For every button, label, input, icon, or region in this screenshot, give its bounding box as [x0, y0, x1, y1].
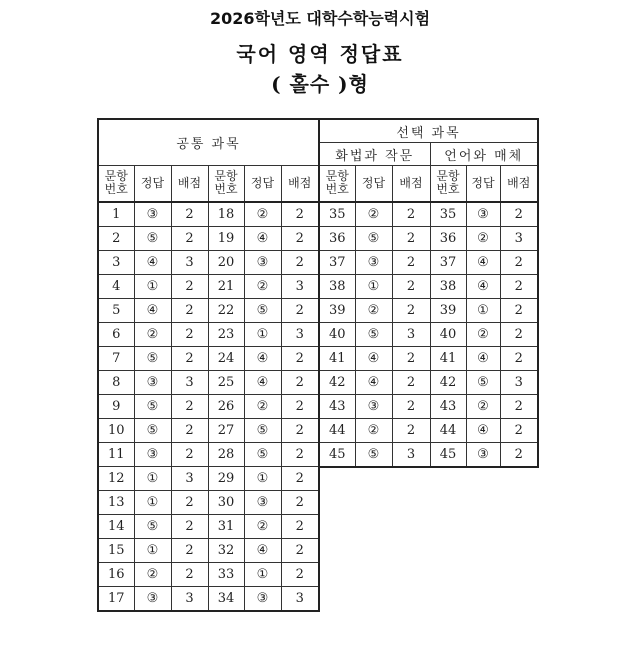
common-left-score: 3: [171, 467, 208, 491]
common-left-col-number: 문항 번호: [98, 166, 134, 202]
common-right-number: 28: [208, 442, 244, 467]
common-left-score: 3: [171, 250, 208, 274]
common-right-answer: ①: [244, 322, 281, 346]
common-left-number: 7: [98, 346, 134, 370]
language-media-answer: ③: [466, 202, 500, 227]
speech-writing-answer: ③: [355, 250, 392, 274]
common-left-answer: ①: [134, 274, 171, 298]
common-left-score: 2: [171, 346, 208, 370]
language-media-answer: ④: [466, 346, 500, 370]
language-media-answer: ③: [466, 442, 500, 467]
common-right-number: 24: [208, 346, 244, 370]
table-row: [98, 394, 538, 418]
common-left-score: 3: [171, 587, 208, 612]
common-right-score: 2: [281, 467, 319, 491]
common-right-score: 2: [281, 539, 319, 563]
language-media-score: 2: [500, 418, 538, 442]
table-row: [98, 202, 538, 227]
speech-writing-number: 44: [319, 418, 355, 442]
language-media-answer: ④: [466, 250, 500, 274]
table-row: [98, 274, 538, 298]
common-right-answer: ④: [244, 370, 281, 394]
language-media-col-answer: 정답: [466, 166, 500, 202]
speech-writing-number: 38: [319, 274, 355, 298]
language-media-score: 3: [500, 370, 538, 394]
common-right-answer: ④: [244, 346, 281, 370]
speech-writing-answer: ④: [355, 346, 392, 370]
common-left-answer: ②: [134, 322, 171, 346]
common-left-number: 12: [98, 467, 134, 491]
common-left-number: 1: [98, 202, 134, 227]
table-row: [98, 418, 538, 442]
common-right-answer: ③: [244, 587, 281, 612]
common-left-answer: ③: [134, 442, 171, 467]
speech-writing-col-number: 문항 번호: [319, 166, 355, 202]
common-right-answer: ③: [244, 250, 281, 274]
language-media-number: 44: [430, 418, 466, 442]
common-left-score: 2: [171, 418, 208, 442]
common-left-number: 8: [98, 370, 134, 394]
common-left-score: 3: [171, 370, 208, 394]
common-right-score: 2: [281, 370, 319, 394]
common-left-score: 2: [171, 394, 208, 418]
common-left-score: 2: [171, 226, 208, 250]
common-right-number: 20: [208, 250, 244, 274]
common-right-number: 19: [208, 226, 244, 250]
common-right-answer: ②: [244, 202, 281, 227]
speech-writing-answer: ⑤: [355, 226, 392, 250]
speech-writing-answer: ③: [355, 394, 392, 418]
common-left-col-score: 배점: [171, 166, 208, 202]
speech-writing-score: 2: [392, 418, 430, 442]
common-left-score: 2: [171, 202, 208, 227]
common-right-answer: ②: [244, 394, 281, 418]
table-row: [98, 226, 538, 250]
common-right-score: 2: [281, 515, 319, 539]
table-row: [98, 563, 538, 587]
common-right-score: 3: [281, 322, 319, 346]
common-right-answer: ②: [244, 274, 281, 298]
language-media-score: 2: [500, 202, 538, 227]
common-right-answer: ④: [244, 226, 281, 250]
speech-writing-score: 2: [392, 298, 430, 322]
common-right-answer: ①: [244, 563, 281, 587]
common-left-answer: ①: [134, 539, 171, 563]
language-media-col-number: 문항 번호: [430, 166, 466, 202]
speech-writing-answer: ②: [355, 202, 392, 227]
common-right-col-number: 문항 번호: [208, 166, 244, 202]
common-left-number: 16: [98, 563, 134, 587]
language-media-col-score: 배점: [500, 166, 538, 202]
common-right-number: 21: [208, 274, 244, 298]
common-right-score: 3: [281, 587, 319, 612]
common-left-score: 2: [171, 563, 208, 587]
common-right-score: 2: [281, 202, 319, 227]
speech-writing-score: 2: [392, 202, 430, 227]
common-right-score: 2: [281, 394, 319, 418]
language-media-number: 37: [430, 250, 466, 274]
common-left-score: 2: [171, 298, 208, 322]
language-media-score: 2: [500, 322, 538, 346]
language-media-answer: ④: [466, 418, 500, 442]
common-right-score: 2: [281, 226, 319, 250]
common-left-answer: ⑤: [134, 418, 171, 442]
common-left-number: 5: [98, 298, 134, 322]
page-title: 국어 영역 정답표: [236, 42, 404, 66]
common-left-score: 2: [171, 539, 208, 563]
table-row: [98, 250, 538, 274]
table-row: [98, 491, 538, 515]
common-right-number: 26: [208, 394, 244, 418]
speech-writing-number: 39: [319, 298, 355, 322]
table-row: [98, 467, 538, 491]
language-media-score: 2: [500, 346, 538, 370]
common-right-answer: ⑤: [244, 442, 281, 467]
common-left-number: 6: [98, 322, 134, 346]
speech-writing-answer: ②: [355, 298, 392, 322]
language-media-number: 41: [430, 346, 466, 370]
language-media-score: 3: [500, 226, 538, 250]
language-media-header: 언어와 매체: [430, 143, 538, 166]
common-left-number: 15: [98, 539, 134, 563]
common-left-number: 2: [98, 226, 134, 250]
common-right-number: 23: [208, 322, 244, 346]
common-left-col-answer: 정답: [134, 166, 171, 202]
language-media-answer: ②: [466, 394, 500, 418]
common-left-answer: ②: [134, 563, 171, 587]
speech-writing-answer: ⑤: [355, 322, 392, 346]
speech-writing-answer: ④: [355, 370, 392, 394]
common-left-answer: ③: [134, 587, 171, 612]
table-row: [98, 322, 538, 346]
table-row: [98, 346, 538, 370]
common-right-score: 2: [281, 346, 319, 370]
common-right-number: 34: [208, 587, 244, 612]
table-row: [98, 370, 538, 394]
language-media-number: 38: [430, 274, 466, 298]
language-media-number: 40: [430, 322, 466, 346]
language-media-number: 36: [430, 226, 466, 250]
common-right-answer: ⑤: [244, 298, 281, 322]
common-right-number: 18: [208, 202, 244, 227]
common-left-answer: ④: [134, 298, 171, 322]
common-left-answer: ⑤: [134, 226, 171, 250]
common-left-score: 2: [171, 491, 208, 515]
common-right-col-answer: 정답: [244, 166, 281, 202]
speech-writing-score: 2: [392, 250, 430, 274]
common-left-answer: ④: [134, 250, 171, 274]
common-left-score: 2: [171, 515, 208, 539]
table-row: [98, 298, 538, 322]
language-media-number: 45: [430, 442, 466, 467]
common-right-number: 22: [208, 298, 244, 322]
speech-writing-number: 37: [319, 250, 355, 274]
common-right-col-score: 배점: [281, 166, 319, 202]
language-media-answer: ⑤: [466, 370, 500, 394]
language-media-answer: ②: [466, 322, 500, 346]
common-right-answer: ①: [244, 467, 281, 491]
speech-writing-score: 2: [392, 394, 430, 418]
language-media-score: 2: [500, 394, 538, 418]
speech-writing-number: 41: [319, 346, 355, 370]
common-left-answer: ①: [134, 491, 171, 515]
common-left-answer: ①: [134, 467, 171, 491]
common-right-answer: ③: [244, 491, 281, 515]
speech-writing-answer: ⑤: [355, 442, 392, 467]
language-media-answer: ②: [466, 226, 500, 250]
common-right-number: 29: [208, 467, 244, 491]
speech-writing-answer: ②: [355, 418, 392, 442]
common-left-number: 4: [98, 274, 134, 298]
common-left-number: 9: [98, 394, 134, 418]
common-right-number: 30: [208, 491, 244, 515]
common-right-score: 2: [281, 418, 319, 442]
speech-writing-score: 2: [392, 346, 430, 370]
common-left-answer: ③: [134, 202, 171, 227]
common-left-answer: ⑤: [134, 394, 171, 418]
speech-writing-number: 43: [319, 394, 355, 418]
common-left-number: 10: [98, 418, 134, 442]
table-row: [98, 515, 538, 539]
language-media-number: 39: [430, 298, 466, 322]
speech-writing-header: 화법과 작문: [319, 143, 430, 166]
speech-writing-score: 2: [392, 226, 430, 250]
common-left-score: 2: [171, 442, 208, 467]
speech-writing-col-answer: 정답: [355, 166, 392, 202]
language-media-score: 2: [500, 298, 538, 322]
common-left-number: 13: [98, 491, 134, 515]
speech-writing-number: 35: [319, 202, 355, 227]
common-right-answer: ②: [244, 515, 281, 539]
common-right-answer: ⑤: [244, 418, 281, 442]
common-left-number: 17: [98, 587, 134, 612]
elective-subject-header: 선택 과목: [319, 119, 538, 143]
common-right-answer: ④: [244, 539, 281, 563]
speech-writing-number: 42: [319, 370, 355, 394]
common-right-number: 25: [208, 370, 244, 394]
table-row: [98, 442, 538, 467]
exam-type: ( 홀수 )형: [271, 72, 369, 96]
table-row: [98, 539, 538, 563]
common-left-number: 3: [98, 250, 134, 274]
speech-writing-score: 2: [392, 274, 430, 298]
common-subject-header: 공통 과목: [98, 119, 319, 166]
common-right-score: 2: [281, 563, 319, 587]
common-right-score: 2: [281, 442, 319, 467]
common-right-score: 3: [281, 274, 319, 298]
language-media-answer: ④: [466, 274, 500, 298]
answer-key-table: [97, 118, 539, 612]
speech-writing-number: 45: [319, 442, 355, 467]
common-right-number: 33: [208, 563, 244, 587]
language-media-number: 42: [430, 370, 466, 394]
speech-writing-number: 40: [319, 322, 355, 346]
common-left-number: 11: [98, 442, 134, 467]
speech-writing-number: 36: [319, 226, 355, 250]
speech-writing-answer: ①: [355, 274, 392, 298]
common-right-score: 2: [281, 250, 319, 274]
common-left-answer: ③: [134, 370, 171, 394]
language-media-number: 43: [430, 394, 466, 418]
speech-writing-col-score: 배점: [392, 166, 430, 202]
common-right-number: 32: [208, 539, 244, 563]
language-media-number: 35: [430, 202, 466, 227]
speech-writing-score: 3: [392, 442, 430, 467]
language-media-answer: ①: [466, 298, 500, 322]
language-media-score: 2: [500, 442, 538, 467]
common-right-number: 27: [208, 418, 244, 442]
language-media-score: 2: [500, 250, 538, 274]
speech-writing-score: 3: [392, 322, 430, 346]
common-left-answer: ⑤: [134, 346, 171, 370]
speech-writing-score: 2: [392, 370, 430, 394]
exam-name: 2026학년도 대학수학능력시험: [209, 9, 431, 28]
common-left-answer: ⑤: [134, 515, 171, 539]
common-left-score: 2: [171, 322, 208, 346]
common-right-score: 2: [281, 298, 319, 322]
common-left-score: 2: [171, 274, 208, 298]
common-left-number: 14: [98, 515, 134, 539]
table-row: [98, 587, 538, 612]
language-media-score: 2: [500, 274, 538, 298]
common-right-score: 2: [281, 491, 319, 515]
common-right-number: 31: [208, 515, 244, 539]
